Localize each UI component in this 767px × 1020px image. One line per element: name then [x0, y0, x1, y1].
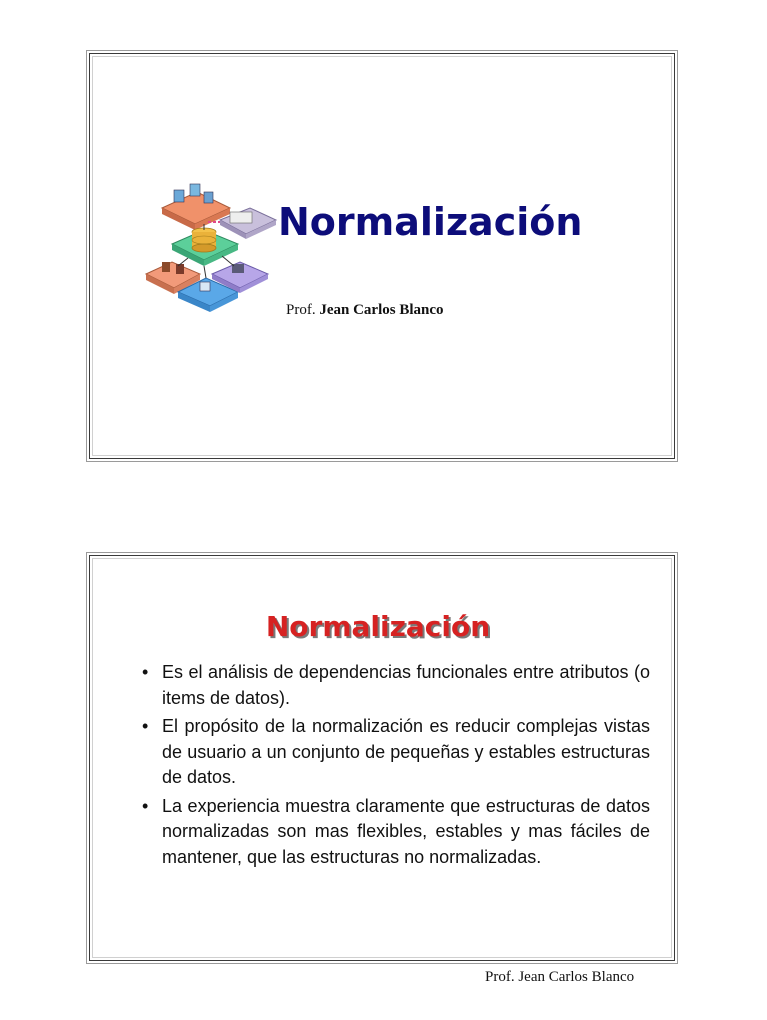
bullet-icon: •: [142, 716, 149, 736]
bullet-list: [138, 660, 650, 873]
slide-title-heading: Normalización: [278, 200, 583, 244]
database-network-illustration-icon: [142, 178, 282, 318]
author-name: Jean Carlos Blanco: [319, 302, 444, 318]
bullet-text: El propósito de la normalización es reducir complejas vistas de usuario a un conjunto de pequeñas y estables estructuras de datos.: [162, 716, 650, 787]
list-item: [138, 714, 650, 791]
bullet-icon: •: [142, 662, 149, 682]
bullet-text: Es el análisis de dependencias funcionales entre atributos (o items de datos).: [162, 662, 650, 708]
bullet-text: La experiencia muestra claramente que estructuras de datos normalizadas son mas flexibles, estables y mas fáciles de mantener, que las estructuras no normalizadas.: [162, 795, 650, 867]
list-item: [138, 660, 650, 711]
slide-title: [89, 53, 675, 459]
list-item: [138, 794, 650, 871]
author-prefix: Prof.: [286, 302, 316, 318]
author-line: [286, 302, 444, 319]
slide-content: [89, 555, 675, 961]
page-footer: Prof. Jean Carlos Blanco: [485, 969, 635, 985]
bullet-icon: •: [142, 795, 149, 816]
slide-content-heading: Normalización: [265, 610, 491, 643]
